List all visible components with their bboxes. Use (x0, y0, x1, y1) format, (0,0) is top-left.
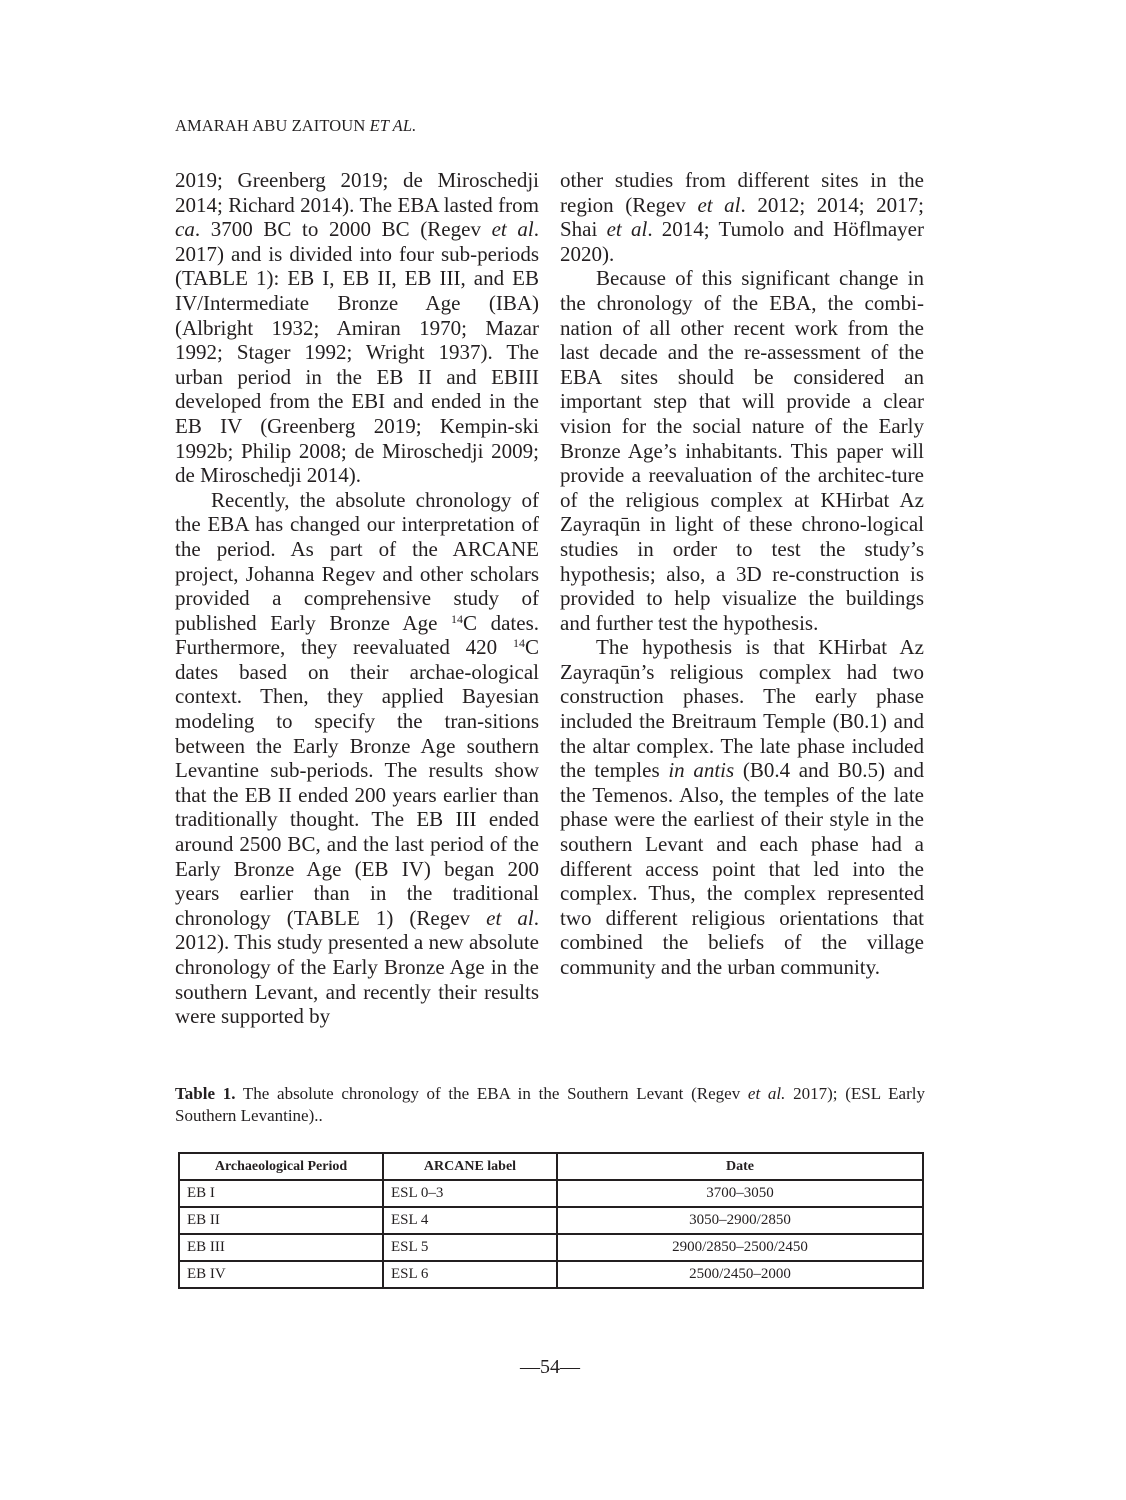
table-caption-text: The absolute chronology of the EBA in the Southern Levant (Regev (235, 1084, 748, 1103)
cell-period: EB IV (179, 1261, 383, 1288)
column-header-date: Date (557, 1153, 923, 1180)
cell-date: 3050–2900/2850 (557, 1207, 923, 1234)
paragraph: The hypothesis is that KHirbat Az Zayraqūn’s religious complex had two construction phases. The early phase included the Breitraum Temple (B0.1) and the altar complex. The late phase included the temples in antis (B0.4 and B0.5) and the Temenos. Also, the temples of the late phase were the earliest of their style in the southern Levant and each phase had a different access point that led into the complex. Thus, the complex represented two different religious orientations that combined the beliefs of the village community and the urban community. (560, 635, 924, 979)
table-caption-text-end: 2017); (ESL Early Southern Levantine).. (175, 1084, 925, 1125)
cell-period: EB III (179, 1234, 383, 1261)
paragraph: Because of this significant change in the chronology of the EBA, the combi-nation of all other recent work from the last decade and the re-assessment of the EBA sites should be considered an important step that will provide a clear vision for the social nature of the Early Bronze Age’s inhabitants. This paper will provide a reevaluation of the architec-ture of the religious complex at KHirbat Az Zayraqūn in light of these chrono-logical studies in order to test the study’s hypothesis; also, a 3D re-construction is provided to help visualize the buildings and further test the hypothesis. (560, 266, 924, 635)
chronology-table (178, 1152, 924, 1289)
italic-run: et al (697, 192, 741, 217)
table-caption-italic: et al. (747, 1084, 786, 1103)
right-column (560, 168, 924, 980)
table-row (179, 1207, 923, 1234)
paragraph: 2019; Greenberg 2019; de Miroschedji 2014; Richard 2014). The EBA lasted from ca. 3700 BC to 2000 BC (Regev et al. 2017) and is divided into four sub-periods (TABLE 1): EB I, EB II, EB III, and EB IV/Intermediate Bronze Age (IBA) (Albright 1932; Amiran 1970; Mazar 1992; Stager 1992; Wright 1937). The urban period in the EB II and EBIII developed from the EBI and ended in the EB IV (Greenberg 2019; Kempin-ski 1992b; Philip 2008; de Miroschedji 2009; de Miroschedji 2014). (175, 168, 539, 488)
table-row (179, 1234, 923, 1261)
italic-run: in antis (668, 758, 735, 783)
running-head-authors: AMARAH ABU ZAITOUN (175, 116, 366, 135)
italic-run: et al (486, 905, 534, 930)
paragraph: other studies from different sites in the region (Regev et al. 2012; 2014; 2017; Shai et al. 2014; Tumolo and Höflmayer 2020). (560, 168, 924, 266)
italic-run: ca (175, 217, 195, 242)
italic-run: et al (606, 217, 648, 242)
table-caption (175, 1083, 925, 1127)
superscript-run: 14 (512, 636, 525, 651)
column-header-arcane-label: ARCANE label (383, 1153, 557, 1180)
superscript-run: 14 (451, 611, 463, 626)
running-head-et-al: ET AL. (369, 116, 417, 135)
cell-date: 3700–3050 (557, 1180, 923, 1207)
cell-arcane-label: ESL 0–3 (383, 1180, 557, 1207)
cell-arcane-label: ESL 5 (383, 1234, 557, 1261)
cell-arcane-label: ESL 6 (383, 1261, 557, 1288)
paragraph: Recently, the absolute chronology of the EBA has changed our interpretation of the period. As part of the ARCANE project, Johanna Regev and other scholars provided a comprehensive study of published Early Bronze Age $^{14}$C dates. Furthermore, they reevaluated 420 $^{14}$C dates based on their archae-ological context. Then, they applied Bayesian modeling to specify the tran-sitions between the Early Bronze Age southern Levantine sub-periods. The results show that the EB II ended 200 years earlier than traditionally thought. The EB III ended around 2500 BC, and the last period of the Early Bronze Age (EB IV) began 200 years earlier than in the traditional chronology (TABLE 1) (Regev et al. 2012). This study presented a new absolute chronology of the Early Bronze Age in the southern Levant, and recently their results were supported by (175, 487, 540, 1029)
italic-run: et al (491, 217, 534, 242)
column-header-period: Archaeological Period (179, 1153, 383, 1180)
table-caption-label: Table 1. (175, 1084, 236, 1103)
table-row (179, 1180, 923, 1207)
cell-date: 2900/2850–2500/2450 (557, 1234, 923, 1261)
table-row (179, 1261, 923, 1288)
cell-date: 2500/2450–2000 (557, 1261, 923, 1288)
cell-period: EB I (179, 1180, 383, 1207)
table-header-row (179, 1153, 923, 1180)
running-head (175, 116, 416, 136)
page-number: —54— (520, 1356, 580, 1378)
cell-period: EB II (179, 1207, 383, 1234)
cell-arcane-label: ESL 4 (383, 1207, 557, 1234)
left-column (175, 168, 539, 1029)
